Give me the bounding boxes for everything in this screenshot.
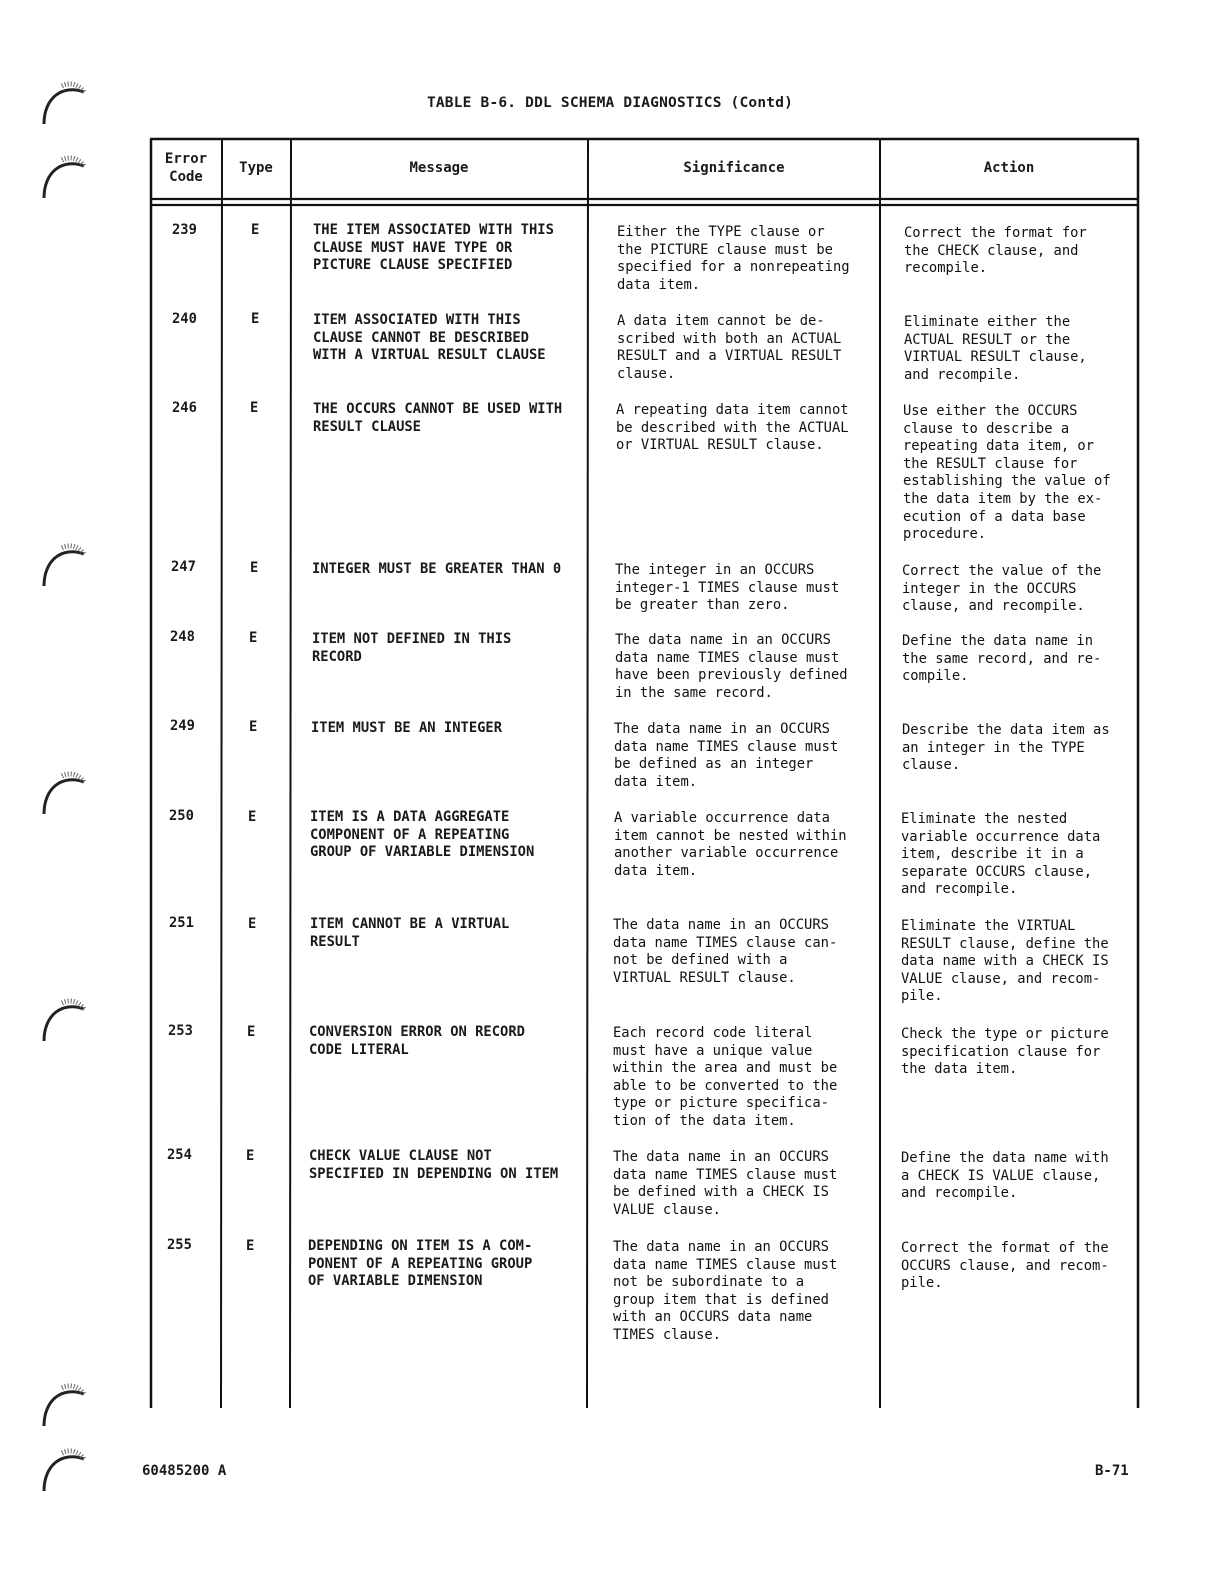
error-message: DEPENDING ON ITEM IS A COM- PONENT OF A REPEATING GROUP OF VARIABLE DIMENSION [308, 1238, 533, 1290]
error-code: 255 [167, 1237, 192, 1253]
punch-hole-icon [40, 768, 90, 818]
error-message: INTEGER MUST BE GREATER THAN 0 [312, 561, 562, 577]
punch-hole-icon [40, 1380, 90, 1430]
header-action: Action [983, 160, 1035, 176]
error-type: E [250, 400, 259, 416]
error-significance: The data name in an OCCURS data name TIMES clause must be defined with a CHECK IS VALUE clause. [613, 1149, 838, 1218]
error-code: 254 [167, 1147, 192, 1163]
error-action: Eliminate either the ACTUAL RESULT or the VIRTUAL RESULT clause, and recompile. [904, 314, 1087, 383]
error-message: ITEM CANNOT BE A VIRTUAL RESULT [310, 916, 510, 950]
error-significance: Each record code literal must have a unique value within the area and must be able to be converted to the type or picture specifica- tion of the data item. [613, 1025, 838, 1129]
error-significance: The data name in an OCCURS data name TIMES clause must be defined as an integer data item. [614, 721, 839, 790]
error-significance: Either the TYPE clause or the PICTURE clause must be specified for a nonrepeating data item. [617, 224, 850, 293]
error-action: Correct the value of the integer in the OCCURS clause, and recompile. [902, 563, 1102, 615]
error-type: E [249, 719, 258, 735]
error-code: 239 [172, 222, 197, 238]
error-type: E [248, 809, 257, 825]
error-message: ITEM IS A DATA AGGREGATE COMPONENT OF A REPEATING GROUP OF VARIABLE DIMENSION [310, 809, 535, 861]
header-significance: Significance [683, 160, 785, 176]
error-message: CONVERSION ERROR ON RECORD CODE LITERAL [309, 1024, 525, 1058]
error-action: Eliminate the nested variable occurrence data item, describe it in a separate OCCURS clause, and recompile. [901, 811, 1101, 898]
page-number: B-71 [1095, 1463, 1129, 1479]
error-message: THE OCCURS CANNOT BE USED WITH RESULT CLAUSE [313, 401, 563, 435]
error-code: 253 [168, 1023, 193, 1039]
error-significance: A variable occurrence data item cannot be nested within another variable occurrence data item. [614, 810, 847, 879]
error-code: 240 [172, 311, 197, 327]
error-code: 247 [171, 559, 196, 575]
error-type: E [247, 1024, 256, 1040]
error-significance: The data name in an OCCURS data name TIMES clause can- not be defined with a VIRTUAL RESULT clause. [613, 917, 838, 986]
error-significance: A data item cannot be de- scribed with both an ACTUAL RESULT and a VIRTUAL RESULT clause. [617, 313, 842, 382]
punch-hole-icon [40, 78, 90, 128]
punch-hole-icon [40, 152, 90, 202]
error-action: Eliminate the VIRTUAL RESULT clause, define the data name with a CHECK IS VALUE clause, and recom- pile. [901, 918, 1109, 1005]
error-type: E [246, 1148, 255, 1164]
error-message: CHECK VALUE CLAUSE NOT SPECIFIED IN DEPENDING ON ITEM [309, 1148, 559, 1182]
error-message: ITEM NOT DEFINED IN THIS RECORD [312, 631, 512, 665]
error-code: 251 [169, 915, 194, 931]
error-significance: A repeating data item cannot be described with the ACTUAL or VIRTUAL RESULT clause. [616, 402, 849, 454]
error-code: 250 [169, 808, 194, 824]
punch-hole-icon [40, 1445, 90, 1495]
header-type: Type [239, 160, 273, 176]
error-type: E [251, 311, 260, 327]
error-type: E [250, 560, 259, 576]
error-action: Check the type or picture specification clause for the data item. [901, 1026, 1109, 1078]
header-message: Message [409, 160, 469, 176]
error-action: Define the data name in the same record, and re- compile. [902, 633, 1102, 685]
punch-hole-icon [40, 995, 90, 1045]
error-code: 248 [170, 629, 195, 645]
error-action: Describe the data item as an integer in the TYPE clause. [902, 722, 1110, 774]
error-code: 249 [170, 718, 195, 734]
error-significance: The data name in an OCCURS data name TIMES clause must have been previously defined in the same record. [615, 632, 848, 701]
table-title: TABLE B-6. DDL SCHEMA DIAGNOSTICS (Contd) [426, 95, 794, 111]
error-message: ITEM MUST BE AN INTEGER [311, 720, 503, 736]
error-type: E [249, 630, 258, 646]
error-code: 246 [172, 400, 197, 416]
error-action: Define the data name with a CHECK IS VALUE clause, and recompile. [901, 1150, 1109, 1202]
error-message: ITEM ASSOCIATED WITH THIS CLAUSE CANNOT BE DESCRIBED WITH A VIRTUAL RESULT CLAUSE [313, 312, 546, 364]
error-action: Correct the format of the OCCURS clause, and recom- pile. [901, 1240, 1109, 1292]
error-type: E [246, 1238, 255, 1254]
document-number: 60485200 A [142, 1463, 227, 1479]
header-error-code: Error Code [164, 151, 208, 185]
error-type: E [248, 916, 257, 932]
error-significance: The data name in an OCCURS data name TIMES clause must not be subordinate to a group item that is defined with an OCCURS data name TIMES clause. [613, 1239, 838, 1343]
error-significance: The integer in an OCCURS integer-1 TIMES clause must be greater than zero. [615, 562, 840, 614]
punch-hole-icon [40, 540, 90, 590]
error-message: THE ITEM ASSOCIATED WITH THIS CLAUSE MUST HAVE TYPE OR PICTURE CLAUSE SPECIFIED [313, 222, 554, 274]
error-type: E [251, 222, 260, 238]
error-action: Use either the OCCURS clause to describe a repeating data item, or the RESULT clause for establishing the value of the data item by the ex- ecution of a data base procedure. [903, 403, 1111, 543]
error-action: Correct the format for the CHECK clause, and recompile. [904, 225, 1087, 277]
